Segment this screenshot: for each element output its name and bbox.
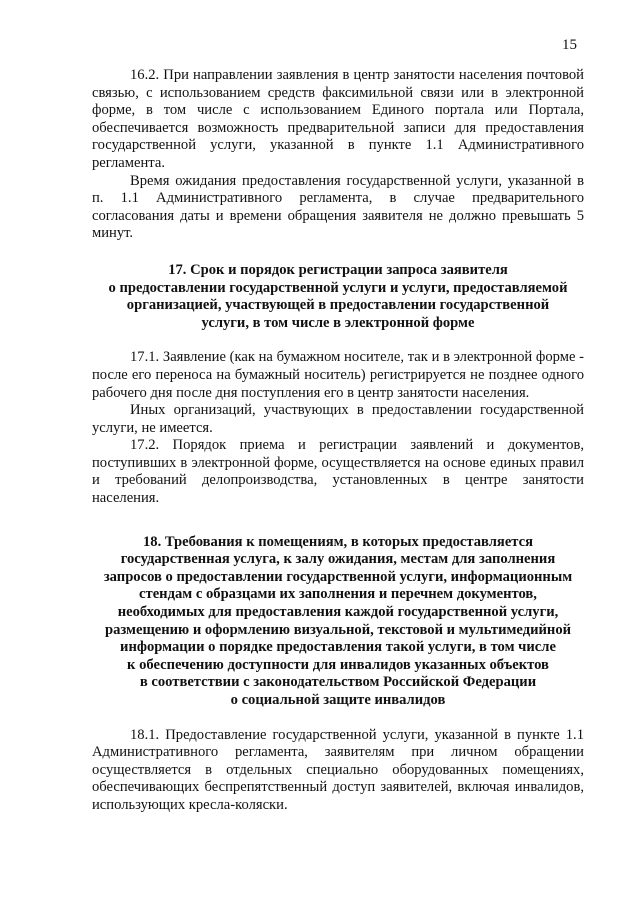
section-18-heading-line: запросов о предоставлении государственной услуги, информационным (103, 568, 573, 585)
section-18-heading-line: к обеспечению доступности для инвалидов указанных объектов (127, 656, 549, 673)
paragraph-no-other-orgs: Иных организаций, участвующих в предоставлении государственной услуги, не имеется. (92, 402, 584, 436)
section-17-heading-line: организацией, участвующей в предоставлении государственной (126, 297, 550, 314)
paragraph-17-1: 17.1. Заявление (как на бумажном носителе, так и в электронной форме - после его переноса на бумажный носитель) регистрируется не позднее одного рабочего дня после дня поступления его в центр занятости населения. (92, 349, 584, 401)
section-18-heading-line: стендам с образцами их заполнения и перечнем документов, (139, 586, 537, 603)
section-18-heading-line: государственная услуга, к залу ожидания, местам для заполнения (120, 551, 556, 568)
paragraph-17-2: 17.2. Порядок приема и регистрации заявлений и документов, поступивших в электронной форме, осуществляется на основе единых правил и требований делопроизводства, установленных в центре занятости населения. (92, 437, 584, 507)
paragraph-waiting-time: Время ожидания предоставления государственной услуги, указанной в п. 1.1 Административного регламента, в случае предварительного согласования даты и времени обращения заявителя не должно превышать 5 минут. (92, 172, 584, 242)
paragraph-18-1: 18.1. Предоставление государственной услуги, указанной в пункте 1.1 Административного регламента, заявителям при личном обращении осуществляется в отдельных специально оборудованных помещениях, обеспечивающих беспрепятственный доступ заявителей, включая инвалидов, использующих кресла-коляски. (92, 726, 584, 813)
section-17-heading-line: 17. Срок и порядок регистрации запроса заявителя (168, 261, 508, 278)
section-18-heading-line: о социальной защите инвалидов (230, 692, 446, 708)
section-18-heading-line: информации о порядке предоставления такой услуги, в том числе (120, 639, 556, 656)
section-18-heading-line: 18. Требования к помещениям, в которых предоставляется (142, 533, 534, 550)
section-18-heading-line: в соответствии с законодательством Российской Федерации (139, 674, 537, 691)
section-18-heading-line: размещению и оформлению визуальной, текстовой и мультимедийной (104, 621, 572, 638)
page-content (92, 67, 584, 815)
section-17-heading-line: услуги, в том числе в электронной форме (201, 314, 475, 331)
section-17-heading (92, 262, 584, 332)
page-number: 15 (562, 37, 577, 53)
section-18-heading-line: необходимых для предоставления каждой государственной услуги, (117, 604, 559, 621)
section-18-heading (92, 534, 584, 710)
section-17-heading-line: о предоставлении государственной услуги и услуги, предоставляемой (108, 279, 568, 296)
paragraph-16-2: 16.2. При направлении заявления в центр занятости населения почтовой связью, с использованием средств факсимильной связи или в электронной форме, в том числе с использованием Единого портала или Портала, обеспечивается возможность предварительной записи для предоставления государственной услуги, указанной в пункте 1.1 Административного регламента. (92, 67, 584, 171)
